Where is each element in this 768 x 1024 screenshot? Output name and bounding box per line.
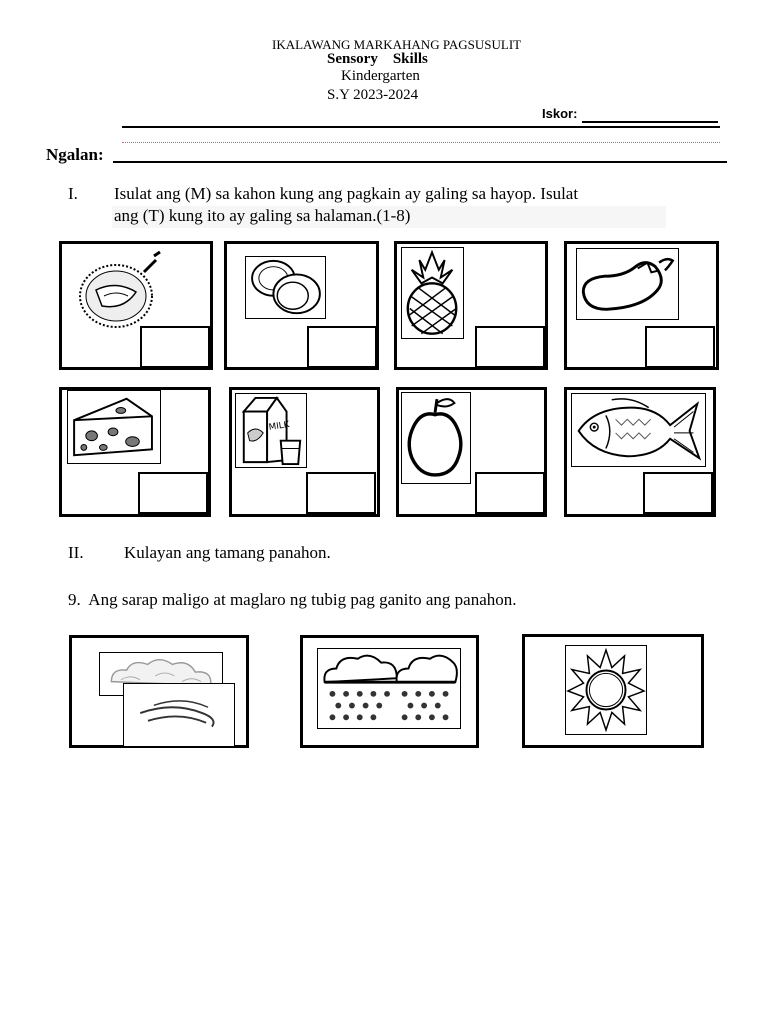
- answer-box-8[interactable]: [643, 472, 713, 514]
- part1-instruction-2: ang (T) kung ito ay galing sa halaman.(1-8): [114, 206, 411, 225]
- name-label: Ngalan:: [46, 145, 104, 164]
- answer-box-4[interactable]: [645, 326, 715, 368]
- part1-numeral: I.: [68, 184, 78, 203]
- score-line[interactable]: [582, 121, 718, 123]
- question-9: 9. Ang sarap maligo at maglaro ng tubig pag ganito ang panahon.: [68, 590, 517, 609]
- eggplant-icon: [576, 248, 679, 320]
- part2-instruction: Kulayan ang tamang panahon.: [124, 543, 331, 562]
- pineapple-icon: [401, 247, 464, 339]
- grade-level: Kindergarten: [341, 68, 420, 84]
- fish-icon: [571, 393, 706, 467]
- answer-box-7[interactable]: [475, 472, 545, 514]
- rainy-icon: [317, 648, 461, 729]
- answer-box-6[interactable]: [306, 472, 376, 514]
- guava-icon: [401, 392, 471, 484]
- exam-title: IKALAWANG MARKAHANG PAGSUSULIT: [272, 37, 522, 52]
- answer-box-2[interactable]: [307, 326, 377, 368]
- wind-icon: [123, 683, 235, 747]
- school-year: S.Y 2023-2024: [327, 87, 419, 103]
- part2-numeral: II.: [68, 543, 84, 562]
- header-divider: [122, 126, 720, 128]
- score-label: Iskor:: [542, 106, 578, 121]
- part1-instruction-1: Isulat ang (M) sa kahon kung ang pagkain ay galing sa hayop. Isulat: [114, 184, 579, 203]
- durian-icon: [74, 250, 166, 334]
- milk-carton-icon: [235, 393, 307, 468]
- svg-text:MILK: MILK: [268, 420, 291, 433]
- subject-title: Sensory Skills: [327, 51, 428, 67]
- answer-box-3[interactable]: [475, 326, 545, 368]
- cheese-icon: [67, 390, 161, 464]
- coconut-icon: [245, 256, 326, 319]
- answer-box-5[interactable]: [138, 472, 208, 514]
- name-line[interactable]: [113, 161, 727, 163]
- sun-icon: [565, 645, 647, 735]
- dotted-divider: [122, 142, 720, 143]
